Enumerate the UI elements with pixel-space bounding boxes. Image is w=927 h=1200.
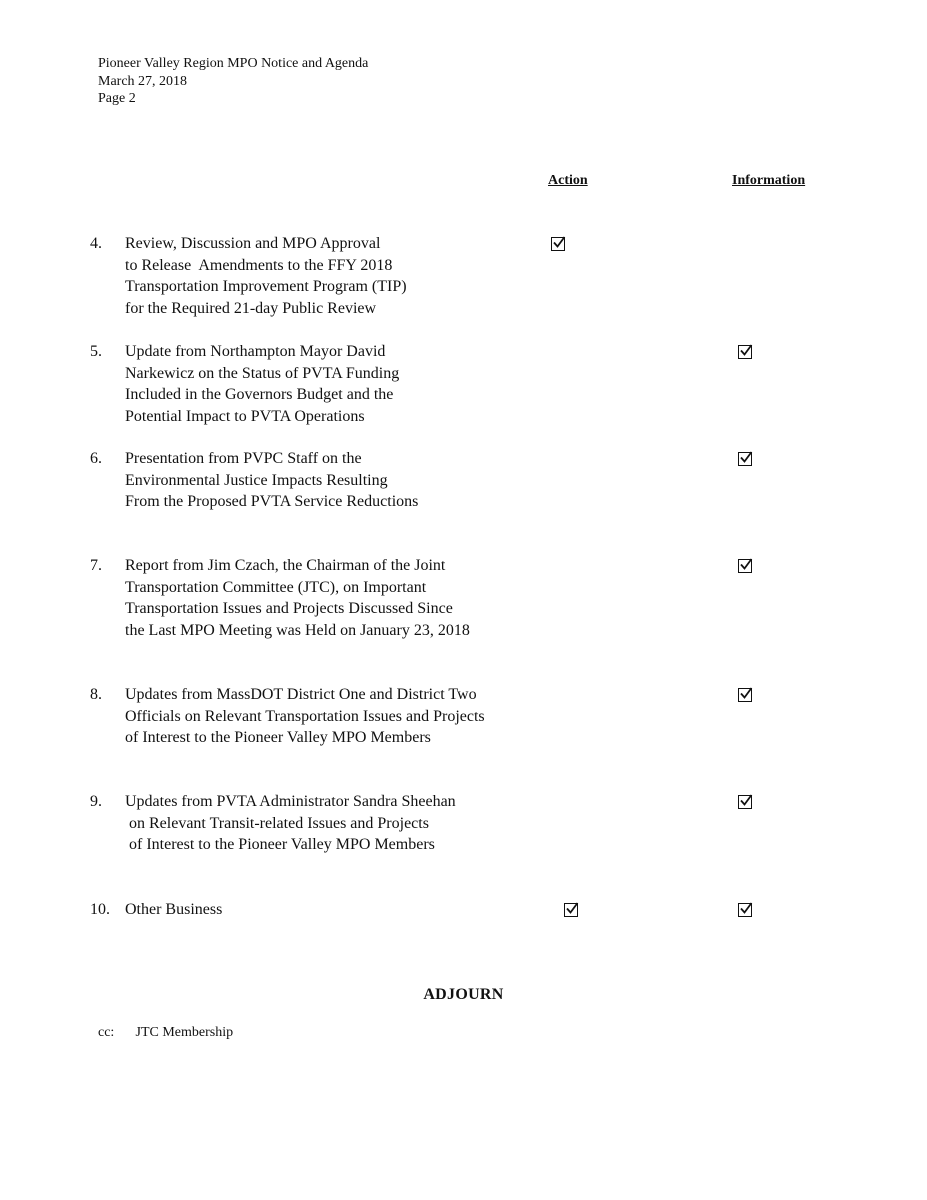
agenda-item-line: Presentation from PVPC Staff on the	[125, 450, 362, 467]
agenda-item-line: Potential Impact to PVTA Operations	[125, 407, 365, 425]
agenda-item-text	[125, 791, 456, 856]
page-header	[98, 55, 368, 108]
agenda-item-line: Report from Jim Czach, the Chairman of the Joint	[125, 557, 446, 574]
agenda-item-line: Narkewicz on the Status of PVTA Funding	[125, 364, 400, 382]
agenda-item-line: Transportation Issues and Projects Discussed Since	[125, 600, 453, 617]
agenda-item-number: 9.	[90, 793, 102, 810]
header-page-number: Page 2	[98, 91, 136, 106]
agenda-item-text	[125, 555, 470, 641]
agenda-item-line: of Interest to the Pioneer Valley MPO Members	[125, 729, 431, 746]
header-date: March 27, 2018	[98, 73, 188, 89]
agenda-item-number: 4.	[90, 235, 102, 252]
agenda-item-line: Transportation Committee (JTC), on Important	[125, 578, 427, 596]
column-header-action: Action	[548, 173, 588, 188]
agenda-item-text	[125, 341, 399, 427]
agenda-item-line: on Relevant Transit-related Issues and Projects	[125, 814, 429, 832]
agenda-item-line: for the Required 21-day Public Review	[125, 299, 377, 317]
information-checkbox-icon	[738, 903, 752, 917]
cc-value: JTC Membership	[135, 1025, 234, 1040]
information-checkbox-icon	[738, 452, 752, 466]
agenda-item-line: Update from Northampton Mayor David	[125, 343, 386, 360]
cc-line	[98, 1025, 233, 1041]
agenda-item-number: 5.	[90, 343, 102, 360]
agenda-item-line: From the Proposed PVTA Service Reductions	[125, 493, 419, 510]
action-checkbox-icon	[551, 237, 565, 251]
adjourn-heading: ADJOURN	[423, 986, 504, 1003]
agenda-item-text	[125, 899, 222, 921]
agenda-item-line: the Last MPO Meeting was Held on January 23, 2018	[125, 621, 470, 639]
agenda-item-number: 7.	[90, 557, 102, 574]
agenda-item-line: Environmental Justice Impacts Resulting	[125, 471, 388, 489]
information-checkbox-icon	[738, 559, 752, 573]
agenda-item-line: of Interest to the Pioneer Valley MPO Members	[125, 836, 435, 853]
agenda-item-line: Other Business	[125, 901, 223, 918]
agenda-item-line: Review, Discussion and MPO Approval	[125, 235, 381, 252]
column-header-information: Information	[732, 173, 806, 188]
information-checkbox-icon	[738, 688, 752, 702]
agenda-item-line: to Release Amendments to the FFY 2018	[125, 256, 393, 274]
agenda-item-number: 8.	[90, 686, 102, 703]
information-checkbox-icon	[738, 795, 752, 809]
agenda-item-line: Transportation Improvement Program (TIP)	[125, 278, 407, 295]
agenda-item-number: 10.	[90, 901, 110, 918]
agenda-item-line: Updates from PVTA Administrator Sandra Sheehan	[125, 793, 456, 810]
agenda-item-number: 6.	[90, 450, 102, 467]
header-title: Pioneer Valley Region MPO Notice and Agenda	[98, 56, 369, 71]
information-checkbox-icon	[738, 345, 752, 359]
agenda-item-text	[125, 684, 485, 749]
cc-label: cc:	[98, 1025, 115, 1040]
agenda-item-line: Updates from MassDOT District One and District Two	[125, 686, 477, 703]
agenda-item-line: Officials on Relevant Transportation Issues and Projects	[125, 707, 485, 725]
agenda-item-text	[125, 448, 418, 513]
action-checkbox-icon	[564, 903, 578, 917]
agenda-item-line: Included in the Governors Budget and the	[125, 386, 394, 403]
agenda-item-text	[125, 233, 407, 319]
